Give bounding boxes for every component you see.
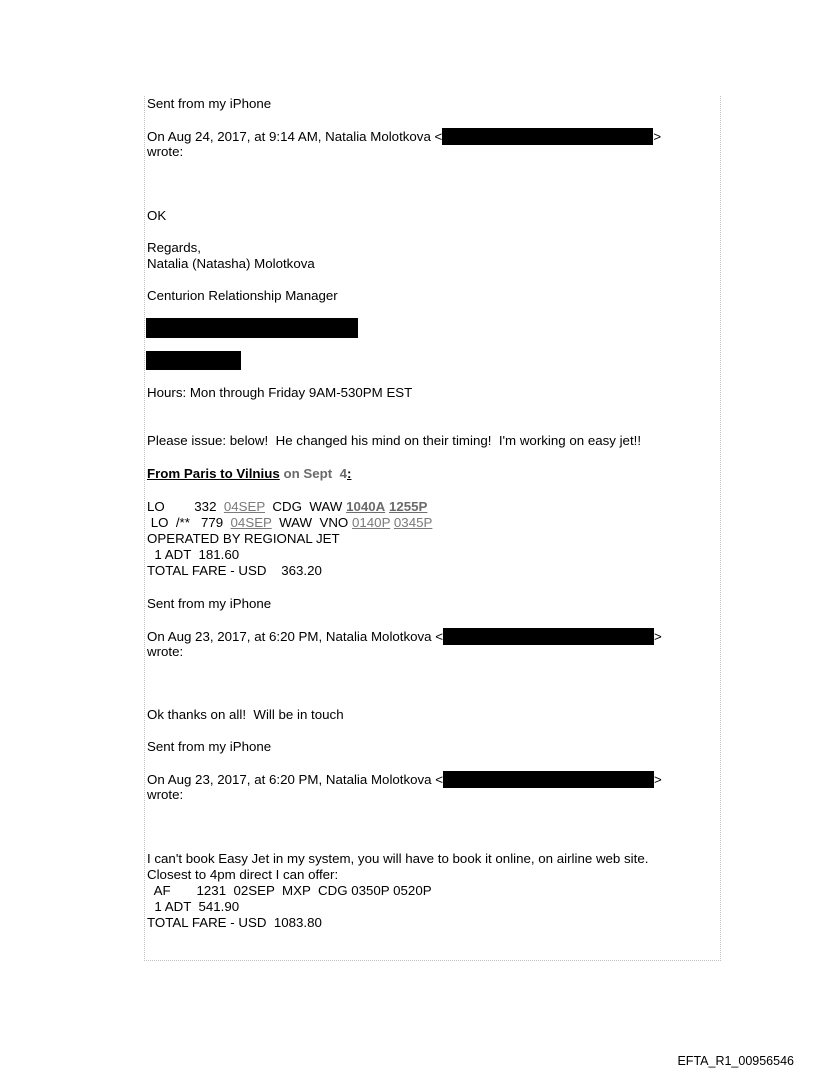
reply-header-close: >	[654, 629, 662, 644]
redacted-email	[443, 628, 654, 645]
document-id: EFTA_R1_00956546	[677, 1054, 794, 1068]
route-date: on Sept 4	[279, 466, 347, 481]
total-fare: TOTAL FARE - USD 363.20	[147, 563, 322, 578]
route-colon: :	[347, 466, 352, 481]
flight-date-link[interactable]: 04SEP	[230, 515, 272, 530]
reply-wrote: wrote:	[147, 787, 184, 802]
hours-text: Hours: Mon through Friday 9AM-530PM EST	[147, 385, 413, 400]
redacted-block	[146, 351, 241, 370]
reply-header	[147, 128, 661, 145]
total-fare: TOTAL FARE - USD 1083.80	[147, 915, 322, 930]
route-heading	[147, 466, 351, 482]
sent-from-iphone: Sent from my iPhone	[147, 739, 272, 754]
reply-wrote: wrote:	[147, 144, 184, 159]
sent-from-iphone: Sent from my iPhone	[147, 596, 272, 611]
reply-header-close: >	[653, 129, 662, 144]
redacted-email	[442, 128, 653, 145]
departure-time-link[interactable]: 0140P	[351, 515, 391, 530]
reply-header	[147, 628, 662, 645]
signature-name: Natalia (Natasha) Molotkova	[147, 256, 315, 271]
reply-header-text: On Aug 24, 2017, at 9:14 AM, Natalia Molotkova <	[147, 129, 443, 144]
adult-fare: 1 ADT 181.60	[147, 547, 240, 562]
arrival-time-link[interactable]: 1255P	[388, 499, 428, 514]
flight-carrier: LO /** 779	[147, 515, 231, 530]
flight-airports: CDG WAW	[265, 499, 347, 514]
flight-carrier: LO 332	[147, 499, 224, 514]
adult-fare: 1 ADT 541.90	[147, 899, 240, 914]
please-issue-text: Please issue: below! He changed his mind on their timing! I'm working on easy jet!!	[147, 433, 642, 448]
route-main: From Paris to Vilnius	[147, 466, 280, 481]
flight-date-link[interactable]: 04SEP	[223, 499, 266, 514]
flight-line-1	[147, 499, 427, 515]
operated-by: OPERATED BY REGIONAL JET	[147, 531, 340, 546]
af-flight-line: AF 1231 02SEP MXP CDG 0350P 0520P	[147, 883, 432, 898]
reply-header-text: On Aug 23, 2017, at 6:20 PM, Natalia Molotkova <	[147, 629, 444, 644]
regards-text: Regards,	[147, 240, 201, 255]
reply-header-close: >	[654, 772, 662, 787]
reply-header-text: On Aug 23, 2017, at 6:20 PM, Natalia Molotkova <	[147, 772, 444, 787]
flight-airports: WAW VNO	[271, 515, 352, 530]
reply-wrote: wrote:	[147, 644, 184, 659]
thanks-text: Ok thanks on all! Will be in touch	[147, 707, 344, 722]
ok-text: OK	[147, 208, 167, 223]
redacted-block	[146, 318, 358, 338]
easyjet-text: I can't book Easy Jet in my system, you will have to book it online, on airline web site.	[147, 851, 649, 866]
departure-time-link[interactable]: 1040A	[346, 499, 386, 514]
reply-header	[147, 771, 662, 788]
redacted-email	[443, 771, 654, 788]
sent-from-iphone: Sent from my iPhone	[147, 96, 272, 111]
flight-line-2	[147, 515, 432, 531]
arrival-time-link[interactable]: 0345P	[393, 515, 433, 530]
signature-title: Centurion Relationship Manager	[147, 288, 338, 303]
closest-offer-text: Closest to 4pm direct I can offer:	[147, 867, 339, 882]
